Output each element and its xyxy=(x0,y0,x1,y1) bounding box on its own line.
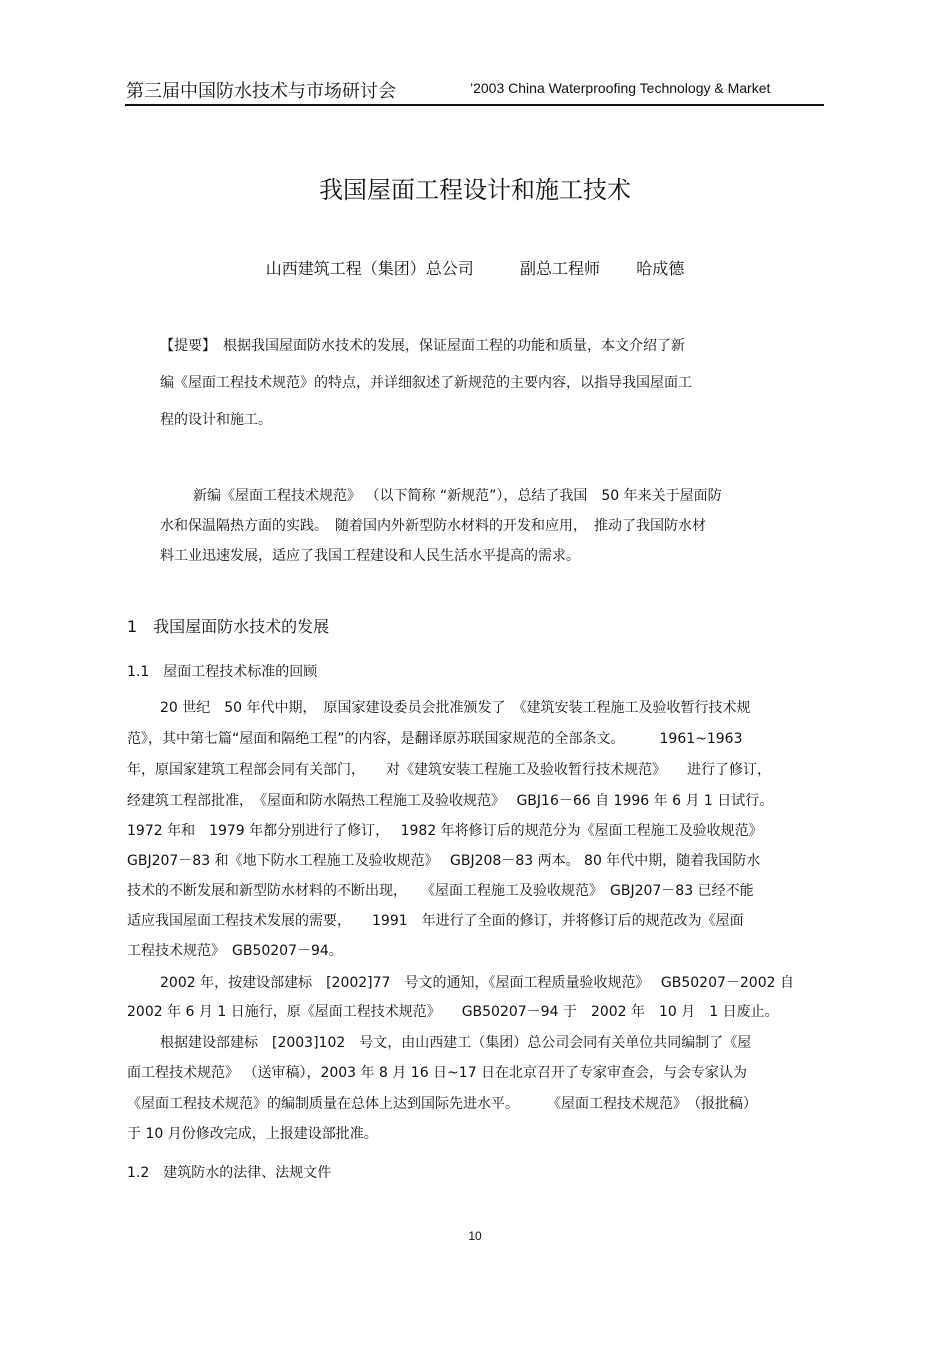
abstract-line: 编《屋面工程技术规范》的特点，并详细叙述了新规范的主要内容，以指导我国屋面工 xyxy=(160,375,692,391)
body-line: 年，原国家建筑工程部会同有关部门， 对《建筑安装工程施工及验收暂行技术规范》 进行了修订， xyxy=(127,762,771,778)
body-line: 2002 年 6 月 1 日施行，原《屋面工程技术规范》 GB50207－94 于 2002 年 10 月 1 日废止。 xyxy=(127,1004,779,1020)
body-line: 根据建设部建标 [2003]102 号文，由山西建工（集团）总公司会同有关单位共同编制了《屋 xyxy=(160,1035,752,1051)
intro-line: 料工业迅速发展，适应了我国工程建设和人民生活水平提高的需求。 xyxy=(160,548,580,564)
abstract-line: 程的设计和施工。 xyxy=(160,412,272,428)
body-line: 经建筑工程部批准， 《屋面和防水隔热工程施工及验收规范》 GBJ16－66 自 1996 年 6 月 1 日试行。 xyxy=(127,793,774,809)
body-line: 1972 年和 1979 年都分别进行了修订， 1982 年将修订后的规范分为《屋面工程施工及验收规范》 xyxy=(127,823,763,839)
header-rule xyxy=(125,104,824,106)
body-line: 工程技术规范》 GB50207－94。 xyxy=(127,943,343,959)
body-line: 范》，其中第七篇“屋面和隔绝工程”的内容，是翻译原苏联国家规范的全部条文。 1961~1963 xyxy=(127,731,743,747)
intro-line: 新编《屋面工程技术规范》 （以下简称 “新规范”），总结了我国 50 年来关于屋面防 xyxy=(193,488,722,504)
subsection-heading: 1.1 屋面工程技术标准的回顾 xyxy=(127,664,318,680)
body-line: GBJ207－83 和《地下防水工程施工及验收规范》 GBJ208－83 两本。 80 年代中期，随着我国防水 xyxy=(127,853,761,869)
author-position: 副总工程师 xyxy=(519,259,600,278)
author-name: 哈成德 xyxy=(636,259,685,278)
body-line: 20 世纪 50 年代中期， 原国家建设委员会批准颁发了 《建筑安装工程施工及验收暂行技术规 xyxy=(160,700,751,716)
body-line: 面工程技术规范》 （送审稿），2003 年 8 月 16 日~17 日在北京召开了专家审查会，与会专家认为 xyxy=(127,1065,748,1081)
intro-line: 水和保温隔热方面的实践。 随着国内外新型防水材料的开发和应用， 推动了我国防水材 xyxy=(160,518,706,534)
body-line: 于 10 月份修改完成，上报建设部批准。 xyxy=(127,1126,378,1142)
body-line: 《屋面工程技术规范》的编制质量在总体上达到国际先进水平。 《屋面工程技术规范》 （报批稿） xyxy=(127,1096,757,1112)
page-number: 10 xyxy=(468,1229,482,1243)
body-line: 适应我国屋面工程技术发展的需要， 1991 年进行了全面的修订，并将修订后的规范改为《屋面 xyxy=(127,913,744,929)
section-heading: 1 我国屋面防水技术的发展 xyxy=(127,617,330,636)
author-org: 山西建筑工程（集团）总公司 xyxy=(265,259,474,278)
abstract-line: 【提要】 根据我国屋面防水技术的发展，保证屋面工程的功能和质量，本文介绍了新 xyxy=(160,338,685,354)
author-line xyxy=(0,256,950,279)
running-header-left: 第三届中国防水技术与市场研讨会 xyxy=(126,81,396,102)
subsection-heading: 1.2 建筑防水的法律、法规文件 xyxy=(127,1165,332,1181)
body-line: 技术的不断发展和新型防水材料的不断出现， 《屋面工程施工及验收规范》 GBJ207－83 已经不能 xyxy=(127,883,754,899)
body-line: 2002 年，按建设部建标 [2002]77 号文的通知，《屋面工程质量验收规范》 GB50207－2002 自 xyxy=(160,975,794,991)
running-header-right: ’2003 China Waterproofing Technology & Market xyxy=(470,80,771,96)
paper-title: 我国屋面工程设计和施工技术 xyxy=(319,176,631,204)
